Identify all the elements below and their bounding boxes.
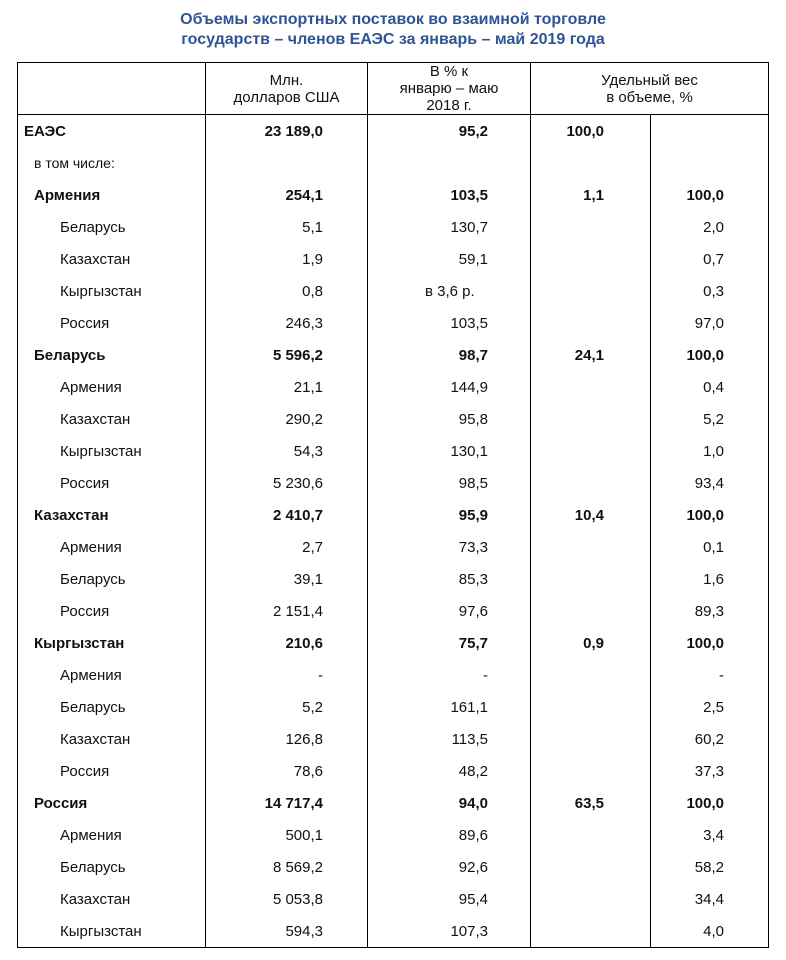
row-percent: 161,1 [368, 691, 531, 723]
row-percent: 97,6 [368, 595, 531, 627]
row-share [531, 851, 651, 883]
empty-cell [531, 147, 651, 179]
row-value: 5 230,6 [206, 467, 368, 499]
empty-cell [651, 147, 769, 179]
row-value: 23 189,0 [206, 115, 368, 148]
row-value: 14 717,4 [206, 787, 368, 819]
row-share [531, 243, 651, 275]
table-row-partner [18, 371, 769, 403]
row-structure: 34,4 [651, 883, 769, 915]
row-share: 0,9 [531, 627, 651, 659]
row-value: 290,2 [206, 403, 368, 435]
row-name: Армения [18, 819, 206, 851]
row-value: 126,8 [206, 723, 368, 755]
row-value: 78,6 [206, 755, 368, 787]
table-row-partner [18, 915, 769, 948]
row-percent: 95,9 [368, 499, 531, 531]
row-value: 2,7 [206, 531, 368, 563]
title-line-2: государств – членов ЕАЭС за январь – май 2019 года [181, 31, 605, 48]
row-structure: 4,0 [651, 915, 769, 948]
row-share [531, 467, 651, 499]
row-name: Россия [18, 755, 206, 787]
row-structure: 5,2 [651, 403, 769, 435]
row-structure: 97,0 [651, 307, 769, 339]
row-percent: 98,5 [368, 467, 531, 499]
table-row-country [18, 179, 769, 211]
row-name: Беларусь [18, 211, 206, 243]
row-percent: 48,2 [368, 755, 531, 787]
row-share [531, 691, 651, 723]
table-row-partner [18, 595, 769, 627]
row-value: 5 053,8 [206, 883, 368, 915]
row-name: Кыргызстан [18, 275, 206, 307]
row-value: 0,8 [206, 275, 368, 307]
row-value: 8 569,2 [206, 851, 368, 883]
table-row-country [18, 499, 769, 531]
row-value: 5,1 [206, 211, 368, 243]
row-structure: 58,2 [651, 851, 769, 883]
row-structure: 60,2 [651, 723, 769, 755]
table-row-partner [18, 755, 769, 787]
row-structure: 100,0 [651, 787, 769, 819]
row-name: Казахстан [18, 403, 206, 435]
row-share [531, 819, 651, 851]
row-percent: 113,5 [368, 723, 531, 755]
row-structure: 0,4 [651, 371, 769, 403]
row-structure: 100,0 [651, 627, 769, 659]
row-name: Казахстан [18, 243, 206, 275]
row-subtitle: в том числе: [18, 147, 206, 179]
row-percent: 95,8 [368, 403, 531, 435]
row-structure: 0,1 [651, 531, 769, 563]
row-name: ЕАЭС [18, 115, 206, 148]
header-empty-cell [18, 63, 206, 115]
row-percent: 130,7 [368, 211, 531, 243]
row-percent: в 3,6 р. [368, 275, 531, 307]
row-structure: 93,4 [651, 467, 769, 499]
table-row-country [18, 787, 769, 819]
row-share: 24,1 [531, 339, 651, 371]
row-percent: 59,1 [368, 243, 531, 275]
header-text: В % к [429, 63, 469, 80]
row-share [531, 595, 651, 627]
row-structure: 89,3 [651, 595, 769, 627]
header-percent-prev-year [368, 63, 531, 115]
row-share: 1,1 [531, 179, 651, 211]
row-name: Казахстан [18, 499, 206, 531]
row-share [531, 371, 651, 403]
row-name: Россия [18, 787, 206, 819]
row-percent: 92,6 [368, 851, 531, 883]
row-name: Кыргызстан [18, 627, 206, 659]
row-name: Кыргызстан [18, 435, 206, 467]
row-name: Кыргызстан [18, 915, 206, 948]
row-percent: 95,2 [368, 115, 531, 148]
row-share [531, 307, 651, 339]
header-share [531, 63, 769, 115]
row-structure: 100,0 [651, 339, 769, 371]
row-name: Армения [18, 659, 206, 691]
page-title [0, 10, 786, 50]
row-structure: 37,3 [651, 755, 769, 787]
row-name: Казахстан [18, 883, 206, 915]
row-value: 2 151,4 [206, 595, 368, 627]
row-share [531, 915, 651, 948]
header-text: январю – маю [399, 80, 499, 97]
table-row-partner [18, 275, 769, 307]
row-percent: 95,4 [368, 883, 531, 915]
row-structure: 1,0 [651, 435, 769, 467]
empty-cell [368, 147, 531, 179]
row-name: Беларусь [18, 691, 206, 723]
table-row-partner [18, 307, 769, 339]
row-value: 5,2 [206, 691, 368, 723]
table-row-partner [18, 435, 769, 467]
row-value: 500,1 [206, 819, 368, 851]
table-row-partner [18, 403, 769, 435]
row-value: - [206, 659, 368, 691]
empty-cell [206, 147, 368, 179]
table-row-partner [18, 691, 769, 723]
row-value: 21,1 [206, 371, 368, 403]
table-row-partner [18, 723, 769, 755]
row-share [531, 723, 651, 755]
row-percent: 98,7 [368, 339, 531, 371]
table-row-country [18, 627, 769, 659]
row-percent: 107,3 [368, 915, 531, 948]
row-value: 54,3 [206, 435, 368, 467]
row-structure: - [651, 659, 769, 691]
row-share [531, 883, 651, 915]
row-structure [651, 115, 769, 148]
row-share [531, 435, 651, 467]
row-percent: 130,1 [368, 435, 531, 467]
table-row-partner [18, 883, 769, 915]
row-share [531, 659, 651, 691]
row-structure: 100,0 [651, 179, 769, 211]
row-name: Беларусь [18, 563, 206, 595]
row-percent: 75,7 [368, 627, 531, 659]
title-line-1: Объемы экспортных поставок во взаимной торговле [180, 11, 606, 28]
row-value: 210,6 [206, 627, 368, 659]
row-name: Армения [18, 531, 206, 563]
table-header-row [18, 63, 769, 115]
table-row-partner [18, 659, 769, 691]
row-structure: 3,4 [651, 819, 769, 851]
row-percent: 94,0 [368, 787, 531, 819]
row-name: Армения [18, 371, 206, 403]
row-share [531, 403, 651, 435]
row-value: 2 410,7 [206, 499, 368, 531]
table-row-partner [18, 531, 769, 563]
table-row-eaes [18, 115, 769, 148]
row-percent: 144,9 [368, 371, 531, 403]
row-structure: 2,5 [651, 691, 769, 723]
row-structure: 0,3 [651, 275, 769, 307]
row-value: 5 596,2 [206, 339, 368, 371]
row-share [531, 531, 651, 563]
table-row-subtitle [18, 147, 769, 179]
row-name: Россия [18, 467, 206, 499]
row-name: Армения [18, 179, 206, 211]
export-table [17, 62, 769, 948]
header-million-usd [206, 63, 368, 115]
table-row-partner [18, 467, 769, 499]
row-percent: 73,3 [368, 531, 531, 563]
row-share [531, 211, 651, 243]
row-structure: 1,6 [651, 563, 769, 595]
header-text: в объеме, % [606, 88, 693, 106]
row-share [531, 563, 651, 595]
row-value: 246,3 [206, 307, 368, 339]
table-row-partner [18, 851, 769, 883]
row-percent: 89,6 [368, 819, 531, 851]
row-percent: 103,5 [368, 179, 531, 211]
row-name: Россия [18, 307, 206, 339]
row-structure: 100,0 [651, 499, 769, 531]
row-value: 39,1 [206, 563, 368, 595]
row-share [531, 275, 651, 307]
row-name: Казахстан [18, 723, 206, 755]
table-row-partner [18, 819, 769, 851]
row-value: 254,1 [206, 179, 368, 211]
row-share: 63,5 [531, 787, 651, 819]
row-share [531, 755, 651, 787]
row-value: 1,9 [206, 243, 368, 275]
row-structure: 2,0 [651, 211, 769, 243]
table-row-partner [18, 243, 769, 275]
header-text: 2018 г. [426, 97, 472, 114]
row-structure: 0,7 [651, 243, 769, 275]
row-share: 100,0 [531, 115, 651, 148]
table-row-partner [18, 563, 769, 595]
header-text: Удельный вес [601, 71, 698, 89]
header-text: Млн. [269, 71, 304, 89]
table-row-partner [18, 211, 769, 243]
row-percent: 85,3 [368, 563, 531, 595]
table-row-country [18, 339, 769, 371]
row-percent: 103,5 [368, 307, 531, 339]
row-percent: - [368, 659, 531, 691]
row-value: 594,3 [206, 915, 368, 948]
row-name: Беларусь [18, 339, 206, 371]
row-share: 10,4 [531, 499, 651, 531]
row-name: Беларусь [18, 851, 206, 883]
row-name: Россия [18, 595, 206, 627]
header-text: долларов США [233, 88, 340, 106]
